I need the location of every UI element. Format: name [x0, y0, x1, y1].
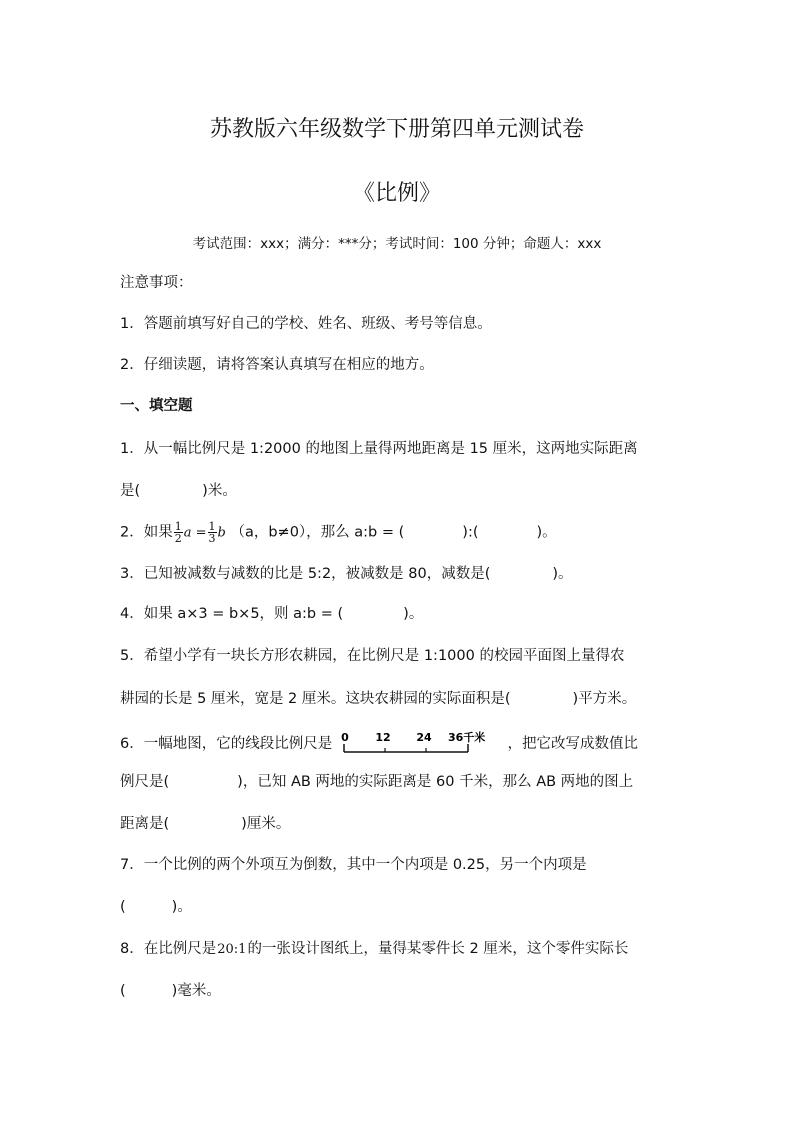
q6-text-b: ，把它改写成数值比 — [507, 736, 638, 752]
q8-text-d: )毫米。 — [171, 983, 221, 999]
q8-text-a: 8．在比例尺是 — [120, 941, 217, 957]
q6-text-a: 6．一幅地图，它的线段比例尺是 — [120, 736, 333, 752]
scale-label-24: 24 — [416, 731, 432, 744]
page-subtitle: 《比例》 — [352, 181, 441, 206]
scale-label-36: 36千米 — [447, 731, 486, 744]
fraction-one-third: $\frac{1}{3}$ — [208, 520, 216, 545]
q6-text-f: )厘米。 — [241, 816, 291, 832]
scale-label-12: 12 — [375, 731, 391, 744]
q3-text-a: 3．已知被减数与减数的比是 5:2，被减数是 80，减数是( — [120, 566, 491, 582]
question-6-line-1 — [120, 730, 638, 758]
q6-text-c: 例尺是( — [120, 774, 170, 790]
q2-text-d: )。 — [536, 524, 557, 541]
question-8-line-2 — [120, 981, 221, 1001]
notes-heading: 注意事项： — [120, 275, 193, 291]
question-3 — [120, 564, 573, 584]
question-7-line-2 — [120, 897, 192, 917]
q2-text-b: （a，b≠0），那么 a:b = ( — [230, 524, 405, 541]
q5-text-a: 耕园的长是 5 厘米，宽是 2 厘米。这块农耕园的实际面积是( — [120, 691, 511, 707]
question-5-line-1: 5．希望小学有一块长方形农耕园，在比例尺是 1:1000 的校园平面图上量得农 — [120, 648, 625, 664]
q6-text-e: 距离是( — [120, 816, 170, 832]
fraction-one-half: $\frac{1}{2}$ — [174, 520, 182, 545]
q2-text-a: 2．如果 — [120, 524, 173, 541]
q4-text-a: 4．如果 a×3 = b×5，则 a:b = ( — [120, 606, 344, 622]
q2-var-a: a = — [183, 525, 207, 541]
q7-text-b: )。 — [171, 899, 192, 915]
q7-text-a: ( — [120, 899, 126, 915]
section-title: 一、填空题 — [120, 398, 193, 414]
question-5-line-2 — [120, 689, 636, 709]
question-4 — [120, 604, 423, 624]
note-item-2: 2．仔细读题，请将答案认真填写在相应的地方。 — [120, 357, 434, 373]
scale-label-0: 0 — [341, 731, 349, 744]
question-1-line-1: 1．从一幅比例尺是 1:2000 的地图上量得两地距离是 15 厘米，这两地实际距离 — [120, 441, 638, 457]
question-8-line-1 — [120, 939, 628, 960]
q1-text-b: )米。 — [202, 483, 237, 499]
exam-info: 考试范围：xxx；满分：***分；考试时间：100 分钟；命题人：xxx — [192, 236, 602, 252]
q2-text-c: ):( — [462, 524, 479, 541]
page-title: 苏教版六年级数学下册第四单元测试卷 — [209, 117, 584, 142]
note-item-1: 1．答题前填写好自己的学校、姓名、班级、考号等信息。 — [120, 316, 492, 332]
q6-text-d: )，已知 AB 两地的实际距离是 60 千米，那么 AB 两地的图上 — [237, 774, 634, 790]
q5-text-b: )平方米。 — [572, 691, 637, 707]
q1-text-a: 是( — [120, 483, 141, 499]
q8-text-b: 的一张设计图纸上，量得某零件长 2 厘米，这个零件实际长 — [247, 941, 629, 957]
question-7-line-1: 7．一个比例的两个外项互为倒数，其中一个内项是 0.25，另一个内项是 — [120, 857, 587, 873]
q8-ratio: 20:1 — [217, 942, 247, 957]
q3-text-b: )。 — [552, 566, 573, 582]
question-6-line-2 — [120, 772, 633, 792]
question-1-line-2 — [120, 481, 237, 501]
q2-var-b: b — [217, 525, 226, 541]
line-segment-scale — [337, 730, 503, 758]
question-2 — [120, 521, 557, 544]
q4-text-b: )。 — [403, 606, 424, 622]
q8-text-c: ( — [120, 983, 126, 999]
question-6-line-3 — [120, 814, 290, 834]
